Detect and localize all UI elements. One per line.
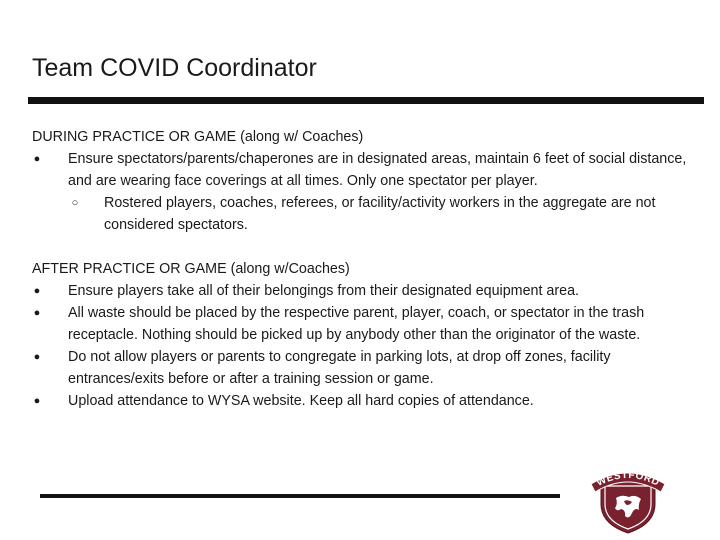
- bullet-text: Ensure spectators/parents/chaperones are in designated areas, maintain 6 feet of social distance, and are wearing face coverings at all times. Only one spectator per player.: [68, 151, 687, 189]
- logo-wordmark: WESTFORD: [594, 469, 662, 489]
- bullet-text: Upload attendance to WYSA website. Keep all hard copies of attendance.: [68, 393, 534, 409]
- bullet-marker: ●: [33, 351, 41, 363]
- section-heading-during: DURING PRACTICE OR GAME (along w/ Coaches): [32, 129, 364, 145]
- westford-crest-logo: [589, 468, 667, 534]
- during-bullet-list: [32, 148, 692, 236]
- list-item: [32, 302, 692, 346]
- list-item: [32, 390, 692, 412]
- footer-divider: [40, 494, 560, 498]
- slide-content: [32, 126, 692, 412]
- bullet-marker: ●: [33, 285, 41, 297]
- bullet-text: Ensure players take all of their belongings from their designated equipment area.: [68, 283, 580, 299]
- title-divider: [28, 97, 704, 104]
- list-item: [32, 192, 692, 236]
- bullet-marker: ●: [33, 307, 41, 319]
- bullet-text: All waste should be placed by the respective parent, player, coach, or spectator in the trash receptacle. Nothing should be picked up by anybody other than the originator of the waste.: [68, 305, 645, 343]
- list-item: [32, 148, 692, 192]
- bullet-marker: ●: [33, 395, 41, 407]
- bullet-marker: ○: [71, 197, 79, 209]
- list-item: [32, 346, 692, 390]
- slide-title: Team COVID Coordinator: [32, 54, 317, 82]
- list-item: [32, 280, 692, 302]
- after-bullet-list: [32, 280, 692, 412]
- section-heading-after: AFTER PRACTICE OR GAME (along w/Coaches): [32, 261, 350, 277]
- bullet-text: Rostered players, coaches, referees, or facility/activity workers in the aggregate are not considered spectators.: [104, 195, 656, 233]
- bullet-marker: ●: [33, 153, 41, 165]
- bullet-text: Do not allow players or parents to congregate in parking lots, at drop off zones, facility entrances/exits before or after a training session or game.: [68, 349, 611, 387]
